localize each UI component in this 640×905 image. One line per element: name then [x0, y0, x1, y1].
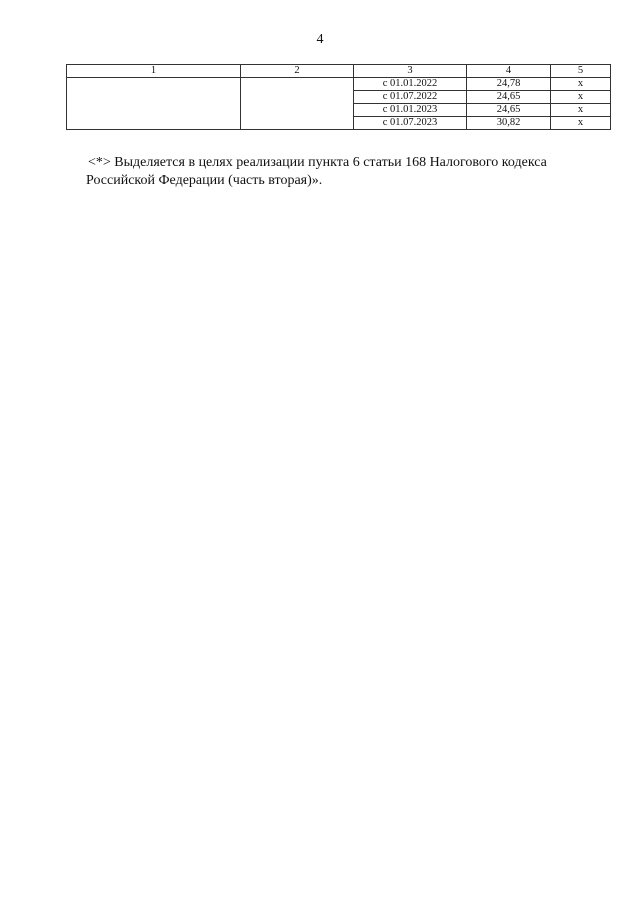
- mark-cell: х: [551, 91, 611, 104]
- page-number: 4: [316, 32, 324, 47]
- date-cell: с 01.01.2023: [354, 104, 467, 117]
- header-cell: 3: [354, 65, 467, 78]
- empty-cell: [67, 78, 241, 130]
- footnote: [88, 154, 608, 190]
- mark-cell: х: [551, 117, 611, 130]
- header-cell: 4: [467, 65, 551, 78]
- footnote-line-1: <*> Выделяется в целях реализации пункта 6 статьи 168 Налогового кодекса: [88, 155, 547, 170]
- header-cell: 2: [241, 65, 354, 78]
- table-row: [67, 78, 611, 91]
- header-cell: 1: [67, 65, 241, 78]
- date-cell: с 01.07.2023: [354, 117, 467, 130]
- value-cell: 24,65: [467, 91, 551, 104]
- mark-cell: х: [551, 104, 611, 117]
- value-cell: 30,82: [467, 117, 551, 130]
- footnote-line-2: Российской Федерации (часть вторая)».: [86, 173, 323, 188]
- date-cell: с 01.07.2022: [354, 91, 467, 104]
- table-header-row: [67, 65, 611, 78]
- empty-cell: [241, 78, 354, 130]
- value-cell: 24,65: [467, 104, 551, 117]
- mark-cell: х: [551, 78, 611, 91]
- tariff-table: [66, 64, 611, 130]
- date-cell: с 01.01.2022: [354, 78, 467, 91]
- value-cell: 24,78: [467, 78, 551, 91]
- header-cell: 5: [551, 65, 611, 78]
